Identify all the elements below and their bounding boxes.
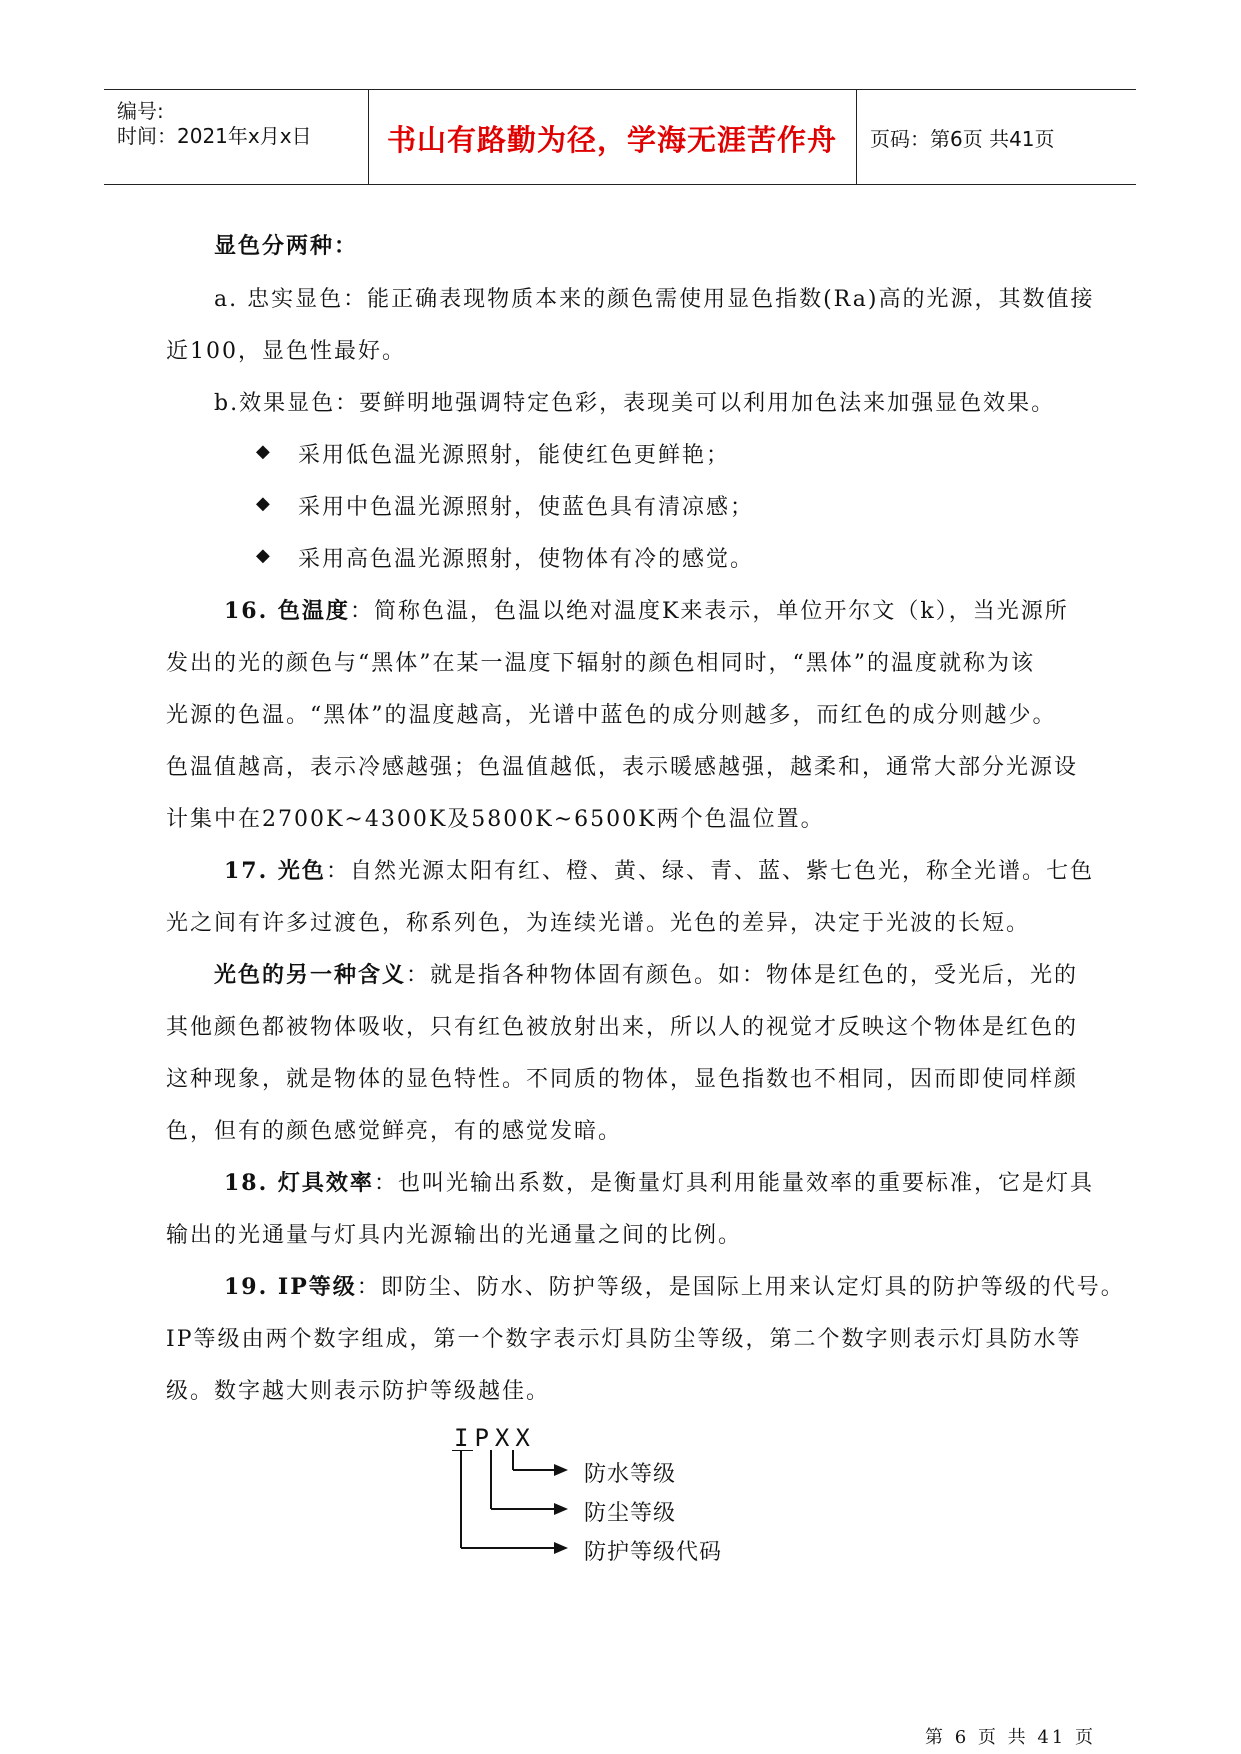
paragraph-line: IP等级由两个数字组成，第一个数字表示灯具防尘等级，第二个数字则表示灯具防水等 — [166, 1327, 1082, 1352]
label-water-grade: 防水等级 — [584, 1462, 677, 1487]
paragraph-line: 级。数字越大则表示防护等级越佳。 — [166, 1379, 551, 1404]
paragraph-line — [224, 1270, 1125, 1301]
term-text: ：也叫光输出系数，是衡量灯具利用能量效率的重要标准，它是灯具 — [373, 1171, 1094, 1196]
paragraph-line — [224, 854, 1094, 885]
term-label: 16. 色温度 — [224, 598, 350, 624]
term-text: ：自然光源太阳有红、橙、黄、绿、青、蓝、紫七色光，称全光谱。七色 — [325, 859, 1094, 884]
term-text: ：即防尘、防水、防护等级，是国际上用来认定灯具的防护等级的代号。 — [356, 1275, 1125, 1300]
paragraph-line: 这种现象，就是物体的显色特性。不同质的物体，显色指数也不相同，因而即使同样颜 — [166, 1067, 1079, 1092]
bullet-item: 采用高色温光源照射，使物体有冷的感觉。 — [298, 547, 755, 572]
paragraph-line: a. 忠实显色：能正确表现物质本来的颜色需使用显色指数(Ra)高的光源，其数值接 — [214, 287, 1095, 312]
document-time: 时间：2021年x月x日 — [117, 124, 312, 148]
bullet-diamond-icon: ◆ — [256, 545, 270, 566]
header-page-cell — [856, 90, 1136, 184]
header-motto-cell — [368, 90, 857, 184]
header-page-number: 页码：第6页 共41页 — [870, 127, 1055, 151]
paragraph-line: 光源的色温。“黑体”的温度越高，光谱中蓝色的成分则越多，而红色的成分则越少。 — [166, 703, 1057, 728]
header-motto: 书山有路勤为径，学海无涯苦作舟 — [386, 123, 837, 157]
term-label: 光色的另一种含义 — [214, 962, 407, 988]
bullet-diamond-icon: ◆ — [256, 441, 270, 462]
ip-code: IPXX — [454, 1424, 536, 1452]
footer-page-number: 第 6 页 共 41 页 — [925, 1727, 1096, 1748]
label-protection-code: 防护等级代码 — [584, 1540, 723, 1565]
paragraph-line — [214, 958, 1078, 989]
paragraph-line: 计集中在2700K~4300K及5800K~6500K两个色温位置。 — [166, 807, 825, 832]
label-dust-grade: 防尘等级 — [584, 1501, 677, 1526]
bullet-item: 采用中色温光源照射，使蓝色具有清凉感； — [298, 495, 755, 520]
section-heading: 显色分两种： — [214, 233, 359, 259]
paragraph-line: b.效果显色：要鲜明地强调特定色彩，表现美可以利用加色法来加强显色效果。 — [214, 391, 1056, 416]
paragraph-line: 色，但有的颜色感觉鲜亮，有的感觉发暗。 — [166, 1119, 623, 1144]
header-meta-cell — [104, 90, 369, 184]
document-number: 编号: — [117, 99, 164, 123]
term-text: ：就是指各种物体固有颜色。如：物体是红色的，受光后，光的 — [406, 963, 1079, 988]
paragraph-line — [224, 1166, 1094, 1197]
term-label: 17. 光色 — [224, 858, 326, 884]
paragraph-line: 其他颜色都被物体吸收，只有红色被放射出来，所以人的视觉才反映这个物体是红色的 — [166, 1015, 1079, 1040]
term-label: 19. IP等级 — [224, 1274, 357, 1300]
ip-diagram-arrows — [440, 1450, 570, 1570]
paragraph-line — [224, 594, 1069, 625]
paragraph-line: 近100，显色性最好。 — [166, 339, 406, 364]
bullet-item: 采用低色温光源照射，能使红色更鲜艳； — [298, 443, 731, 468]
document-header — [104, 89, 1136, 185]
paragraph-line: 输出的光通量与灯具内光源输出的光通量之间的比例。 — [166, 1223, 743, 1248]
paragraph-line: 色温值越高，表示冷感越强；色温值越低，表示暖感越强，越柔和，通常大部分光源设 — [166, 755, 1079, 780]
bullet-diamond-icon: ◆ — [256, 493, 270, 514]
paragraph-line: 发出的光的颜色与“黑体”在某一温度下辐射的颜色相同时，“黑体”的温度就称为该 — [166, 651, 1035, 676]
term-label: 18. 灯具效率 — [224, 1170, 374, 1196]
paragraph-line: 光之间有许多过渡色，称系列色，为连续光谱。光色的差异，决定于光波的长短。 — [166, 911, 1031, 936]
term-text: ：简称色温，色温以绝对温度K来表示，单位开尔文（k），当光源所 — [349, 599, 1069, 624]
